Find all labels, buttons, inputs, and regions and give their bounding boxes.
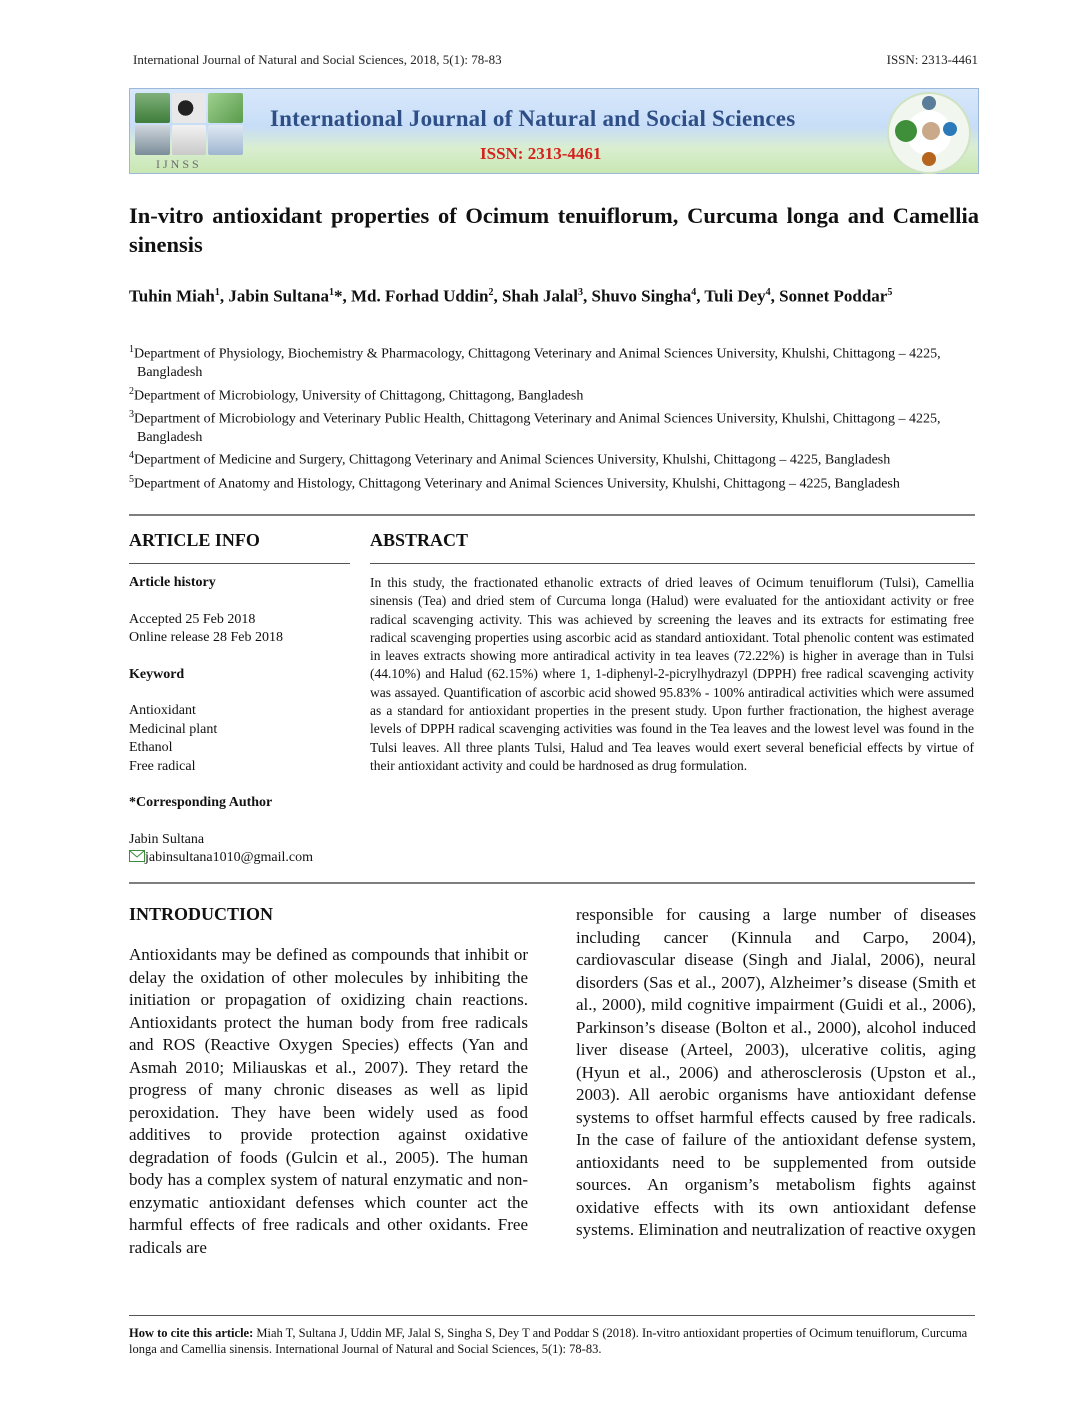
affiliation-sup: 5 (129, 473, 134, 485)
lab-photo (208, 125, 243, 155)
affiliation-sup: 1 (129, 344, 134, 355)
divider (129, 1315, 975, 1316)
corresponding-mark: * (333, 286, 343, 306)
affiliation (129, 471, 959, 494)
journal-issn: ISSN: 2313-4461 (480, 144, 602, 163)
keyword: Ethanol (129, 740, 173, 755)
fish-photo (135, 125, 170, 155)
citation-text: Miah T, Sultana J, Uddin MF, Jalal S, Singha S, Dey T and Poddar S (2018). In-vitro antioxidant properties of Ocimum tenuiflorum, Curcuma longa and Camellia sinensis. International Journal of Natural and Social Sciences, 5(1): 78-83. (129, 1326, 968, 1356)
email-link[interactable]: jabinsultana1010@gmail.com (145, 850, 314, 865)
divider (370, 563, 975, 564)
journal-logo-icon (887, 92, 971, 174)
logo-dot-plant (895, 120, 917, 142)
envelope-icon (129, 850, 145, 862)
affiliation (129, 383, 959, 406)
author-list: Tuhin Miah$^1$, Jabin Sultana$^1$*, Md. Forhad Uddin$^2$, Shah Jalal$^3$, Shuvo Singha$^4$, Tuli Dey$^4$, Sonnet Poddar$^5$ (129, 286, 893, 306)
author: Shuvo Singha (591, 286, 692, 306)
corresponding-label: *Corresponding Author (129, 795, 273, 810)
affiliation (129, 406, 959, 448)
logo-dot-globe (943, 122, 957, 136)
cow-photo (172, 93, 207, 123)
divider (129, 563, 350, 564)
author: Sonnet Poddar (779, 286, 888, 306)
article-info-heading: ARTICLE INFO (129, 530, 260, 550)
keyword-label: Keyword (129, 666, 185, 682)
journal-banner (129, 88, 979, 174)
running-header-right: ISSN: 2313-4461 (886, 52, 978, 67)
keyword: Antioxidant (129, 703, 196, 718)
author: Tuli Dey (704, 286, 766, 306)
author-sup: 1 (214, 287, 220, 298)
body-column-left: Antioxidants may be defined as compounds that inhibit or delay the oxidation of other molecules by inhibiting the initiation or propagation of oxidizing chain reactions. Antioxidants protect the human body from free radicals and ROS (Reactive Oxygen Species) effects (Yan and Asmah 2010; Miliauskas et al., 2007). They retard the progress of many chronic diseases as well as lipid peroxidation. They have been widely used as food additives to provide protection against oxidative degradation of foods (Gulcin et al., 2005). The human body has a complex system of natural enzymatic and non-enzymatic antioxidant defenses which counter act the harmful effects of free radicals and other oxidants. Free radicals are (129, 945, 528, 1257)
banner-photo-collage (135, 93, 243, 155)
author-sup: 4 (765, 287, 771, 298)
logo-dot-fish (922, 96, 936, 110)
affiliations (129, 341, 959, 494)
abstract-heading: ABSTRACT (370, 530, 469, 550)
email-line (129, 849, 349, 868)
author: Shah Jalal (501, 286, 578, 306)
abstract-text: In this study, the fractionated ethanolic extracts of dried leaves of Ocimum tenuiflorum (Tulsi), Camellia sinensis (Tea) and dried stem of Curcuma longa (Halud) were evaluated for the antioxidant activity or free radical scavenging activity. This was achieved by screening the leaves and its extracts for estimating free radical scavenging properties using ascorbic acid as standard antioxidant. Total phenolic content was estimated in leaves extracts showing more antiradical activity in tea leaves (72.22%) is higher in average than in Tulsi (44.10%) and Halud (62.15%) where 1, 1-diphenyl-2-picrylhydrazyl (DPPH) free radical scavenging activity was assayed. Quantification of ascorbic acid showed 95.83% - 100% antiradical activities which were assumed as a standard for antioxidant properties in the present study. Upon further fractionation, the highest average levels of DPPH radical scavenging activities was found in the Tea leaves and the lowest level was found in the Tulsi leaves. All three plants Tulsi, Halud and Tea leaves would exert several beneficial effects by virtue of their antioxidant activity and could be hardnosed as drug formulation. (370, 575, 974, 773)
leaves-photo (208, 93, 243, 123)
author-sup: 3 (578, 287, 583, 298)
banner-tag: IJNSS (156, 157, 202, 171)
corresponding-name: Jabin Sultana (129, 831, 205, 847)
divider (129, 882, 975, 884)
online-date: Online release 28 Feb 2018 (129, 630, 283, 645)
affiliation-text: Department of Anatomy and Histology, Chittagong Veterinary and Animal Sciences University, Khulshi, Chittagong – 4225, Bangladesh (134, 476, 900, 492)
author-sup: 5 (887, 287, 893, 298)
citation (129, 1325, 979, 1357)
accepted-date: Accepted 25 Feb 2018 (129, 611, 256, 627)
logo-dot-food (922, 152, 936, 166)
article-info (129, 574, 349, 868)
affiliation (129, 341, 959, 383)
logo-dot-animal (922, 122, 940, 140)
author-sup: 1 (328, 287, 334, 298)
article-title: In-vitro antioxidant properties of Ocimum tenuiflorum, Curcuma longa and Camellia sinensis (129, 203, 979, 257)
affiliation-text: Department of Microbiology, University of Chittagong, Chittagong, Bangladesh (134, 388, 584, 404)
divider (129, 514, 975, 516)
author: Md. Forhad Uddin (350, 286, 489, 306)
body-column-right: responsible for causing a large number of diseases including cancer (Kinnula and Carpo, 2004), cardiovascular disease (Singh and Jialal, 2006), neural disorders (Sas et al., 2007), Alzheimer’s disease (Smith et al., 2000), mild cognitive impairment (Guidi et al., 2006), Parkinson’s disease (Bolton et al., 2000), alcohol induced liver disease (Arteel, 2003), ulcerative colitis, aging (Hyun et al., 2006) and atherosclerosis (Upston et al., 2003). All aerobic organisms have antioxidant defense systems to offset harmful effects caused by free radicals. In the case of failure of the antioxidant defense system, antioxidants need to be supplemented from outside sources. An organism’s metabolism fights against oxidative effects with its own antioxidant defense systems. Elimination and neutralization of reactive oxygen (576, 905, 976, 1239)
author: Jabin Sultana (228, 286, 329, 306)
keyword: Medicinal plant (129, 721, 218, 737)
author-sup: 4 (691, 287, 697, 298)
plants-photo (135, 93, 170, 123)
affiliation-sup: 4 (129, 450, 134, 462)
introduction-heading: INTRODUCTION (129, 904, 274, 924)
journal-title: International Journal of Natural and Social Sciences (270, 106, 796, 131)
affiliation-text: Department of Microbiology and Veterinary Public Health, Chittagong Veterinary and Animal Sciences University, Khulshi, Chittagong – 4225, Bangladesh (134, 411, 941, 445)
affiliation-text: Department of Physiology, Biochemistry & Pharmacology, Chittagong Veterinary and Animal Sciences University, Khulshi, Chittagong – 4225, Bangladesh (134, 346, 941, 381)
author-sup: 2 (488, 287, 494, 298)
citation-label: How to cite this article: (129, 1326, 254, 1340)
affiliation-sup: 3 (129, 408, 134, 420)
affiliation (129, 447, 959, 470)
keyword: Free radical (129, 758, 196, 774)
author: Tuhin Miah (129, 286, 215, 306)
running-header-left: International Journal of Natural and Social Sciences, 2018, 5(1): 78-83 (133, 52, 502, 67)
history-label: Article history (129, 575, 216, 590)
affiliation-sup: 2 (129, 385, 134, 397)
affiliation-text: Department of Medicine and Surgery, Chittagong Veterinary and Animal Sciences University, Khulshi, Chittagong – 4225, Bangladesh (134, 453, 891, 469)
people-photo (172, 125, 207, 155)
